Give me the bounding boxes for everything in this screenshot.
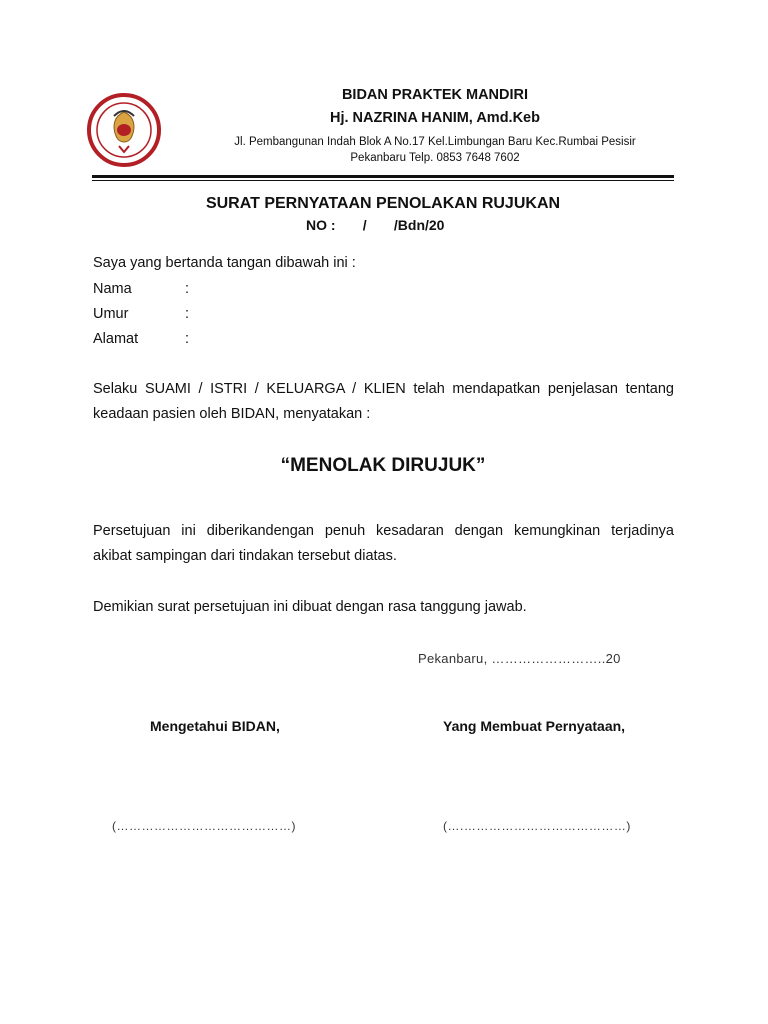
clinic-owner: Hj. NAZRINA HANIM, Amd.Keb (330, 110, 540, 126)
field-colon-umur: : (185, 306, 190, 322)
statement-line-2: keadaan pasien oleh BIDAN, menyatakan : (93, 406, 371, 422)
signature-label-bidan: Mengetahui BIDAN, (150, 718, 280, 734)
closing-text: Demikian surat persetujuan ini dibuat dengan rasa tanggung jawab. (93, 599, 527, 615)
field-label-umur: Umur (93, 306, 129, 322)
statement-line-1: Selaku SUAMI / ISTRI / KELUARGA / KLIEN telah mendapatkan penjelasan tentang (93, 381, 674, 397)
consent-line-1: Persetujuan ini diberikandengan penuh kesadaran dengan kemungkinan terjadinya (93, 523, 674, 539)
clinic-address: Jl. Pembangunan Indah Blok A No.17 Kel.Limbungan Baru Kec.Rumbai Pesisir (234, 136, 636, 148)
clinic-city-phone: Pekanbaru Telp. 0853 7648 7602 (350, 152, 520, 164)
organization-logo (86, 92, 162, 168)
signature-blank-bidan: (……………………………………) (112, 819, 296, 833)
field-label-alamat: Alamat (93, 331, 139, 347)
field-label-nama: Nama (93, 281, 132, 297)
field-colon-alamat: : (185, 331, 190, 347)
header-divider-thin (92, 180, 674, 181)
header-divider-thick (92, 175, 674, 178)
consent-line-2: akibat sampingan dari tindakan tersebut diatas. (93, 548, 397, 564)
decision-heading: “MENOLAK DIRUJUK” (280, 455, 486, 476)
clinic-name: BIDAN PRAKTEK MANDIRI (341, 87, 529, 103)
document-title: SURAT PERNYATAAN PENOLAKAN RUJUKAN (205, 195, 561, 212)
signature-blank-declarant: (….…………………………………) (443, 819, 631, 833)
place-date: Pekanbaru, ……………………..20 (418, 651, 621, 666)
intro-text: Saya yang bertanda tangan dibawah ini : (93, 255, 356, 271)
document-number: NO : / /Bdn/20 (306, 217, 445, 233)
signature-label-declarant: Yang Membuat Pernyataan, (443, 718, 626, 734)
field-colon-nama: : (185, 281, 190, 297)
